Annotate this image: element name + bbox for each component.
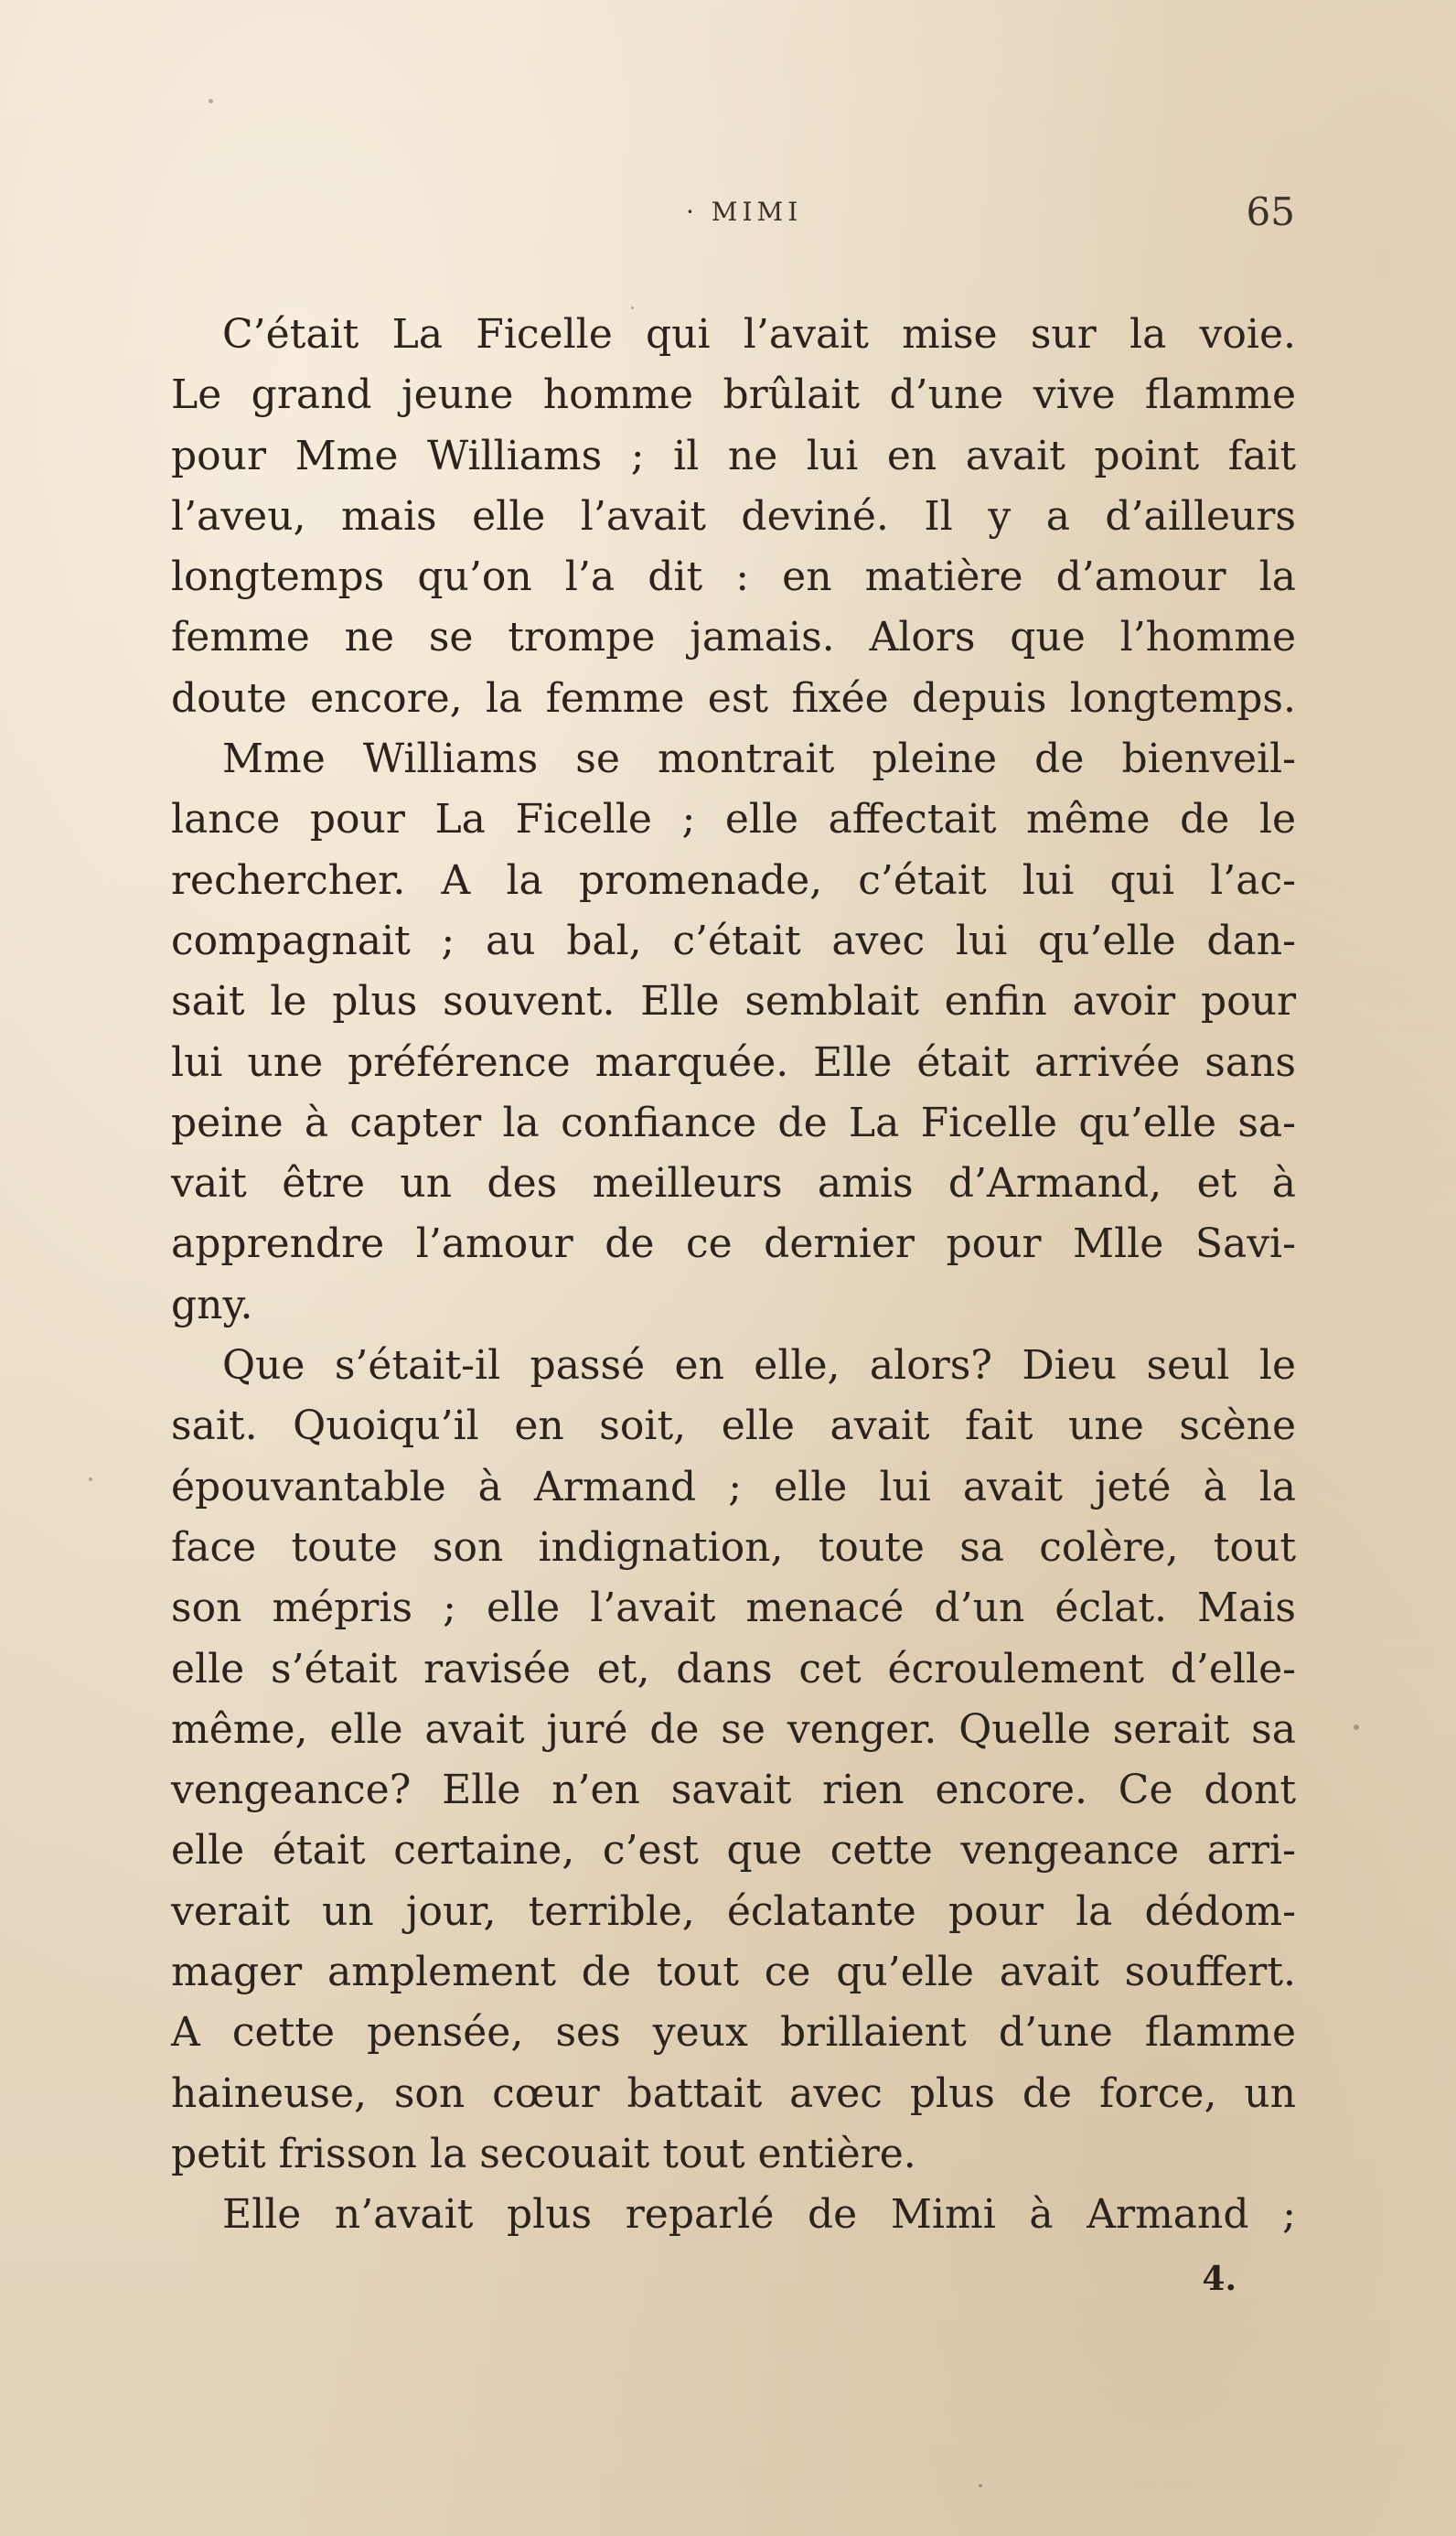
text-line: Que s’était-il passé en elle, alors? Dieu seul le: [222, 1342, 1296, 1390]
page-number: 65: [1246, 189, 1295, 234]
text-line: haineuse, son cœur battait avec plus de force, un: [171, 2069, 1296, 2117]
text-line: elle était certaine, c’est que cette vengeance arri-: [171, 1827, 1296, 1875]
paper-speck: [89, 1478, 92, 1481]
body-text: [171, 305, 1296, 2246]
text-line: A cette pensée, ses yeux brillaient d’une flamme: [171, 2009, 1296, 2057]
running-title: · MIMI: [686, 197, 803, 227]
text-line: rechercher. A la promenade, c’était lui qui l’ac-: [171, 856, 1296, 904]
text-line: son mépris ; elle l’avait menacé d’un éclat. Mais: [171, 1585, 1296, 1632]
text-line: Le grand jeune homme brûlait d’une vive flamme: [171, 371, 1296, 419]
text-line: même, elle avait juré de se venger. Quelle serait sa: [171, 1705, 1296, 1753]
text-line: vait être un des meilleurs amis d’Armand, et à: [171, 1160, 1296, 1208]
paper-speck: [1354, 1725, 1359, 1730]
text-line: petit frisson la secouait tout entière.: [171, 2130, 916, 2177]
text-line: apprendre l’amour de ce dernier pour Mlle Savi-: [171, 1220, 1296, 1268]
text-line: verait un jour, terrible, éclatante pour la dédom-: [171, 1887, 1296, 1935]
text-line: elle s’était ravisée et, dans cet écroulement d’elle-: [171, 1645, 1296, 1692]
paper-speck: [209, 99, 213, 103]
text-line: face toute son indignation, toute sa colère, tout: [171, 1523, 1296, 1571]
text-line: Mme Williams se montrait pleine de bienveil-: [222, 736, 1296, 783]
paper-speck: [979, 2484, 982, 2488]
text-line: longtemps qu’on l’a dit : en matière d’amour la: [171, 553, 1296, 601]
text-line: compagnait ; au bal, c’était avec lui qu’elle dan-: [171, 917, 1296, 964]
text-line: gny.: [171, 1281, 253, 1328]
text-line: mager amplement de tout ce qu’elle avait souffert.: [171, 1949, 1296, 1996]
text-line: vengeance? Elle n’en savait rien encore. Ce dont: [171, 1767, 1296, 1814]
text-line: femme ne se trompe jamais. Alors que l’homme: [171, 614, 1296, 661]
text-line: peine à capter la confiance de La Ficelle qu’elle sa-: [171, 1099, 1296, 1146]
text-line: l’aveu, mais elle l’avait deviné. Il y a d’ailleurs: [171, 492, 1296, 540]
text-line: doute encore, la femme est fixée depuis longtemps.: [171, 674, 1296, 722]
text-line: C’était La Ficelle qui l’avait mise sur la voie.: [222, 311, 1296, 358]
text-line: pour Mme Williams ; il ne lui en avait point fait: [171, 432, 1296, 479]
text-line: lance pour La Ficelle ; elle affectait même de le: [171, 796, 1296, 844]
text-line: Elle n’avait plus reparlé de Mimi à Armand ;: [222, 2191, 1296, 2239]
text-line: sait. Quoiqu’il en soit, elle avait fait une scène: [171, 1402, 1296, 1450]
text-line: épouvantable à Armand ; elle lui avait jeté à la: [171, 1463, 1296, 1510]
text-line: sait le plus souvent. Elle semblait enfin avoir pour: [171, 978, 1296, 1026]
page-header: [0, 188, 1456, 242]
signature-mark: 4.: [1202, 2260, 1237, 2298]
text-line: lui une préférence marquée. Elle était arrivée sans: [171, 1038, 1296, 1086]
